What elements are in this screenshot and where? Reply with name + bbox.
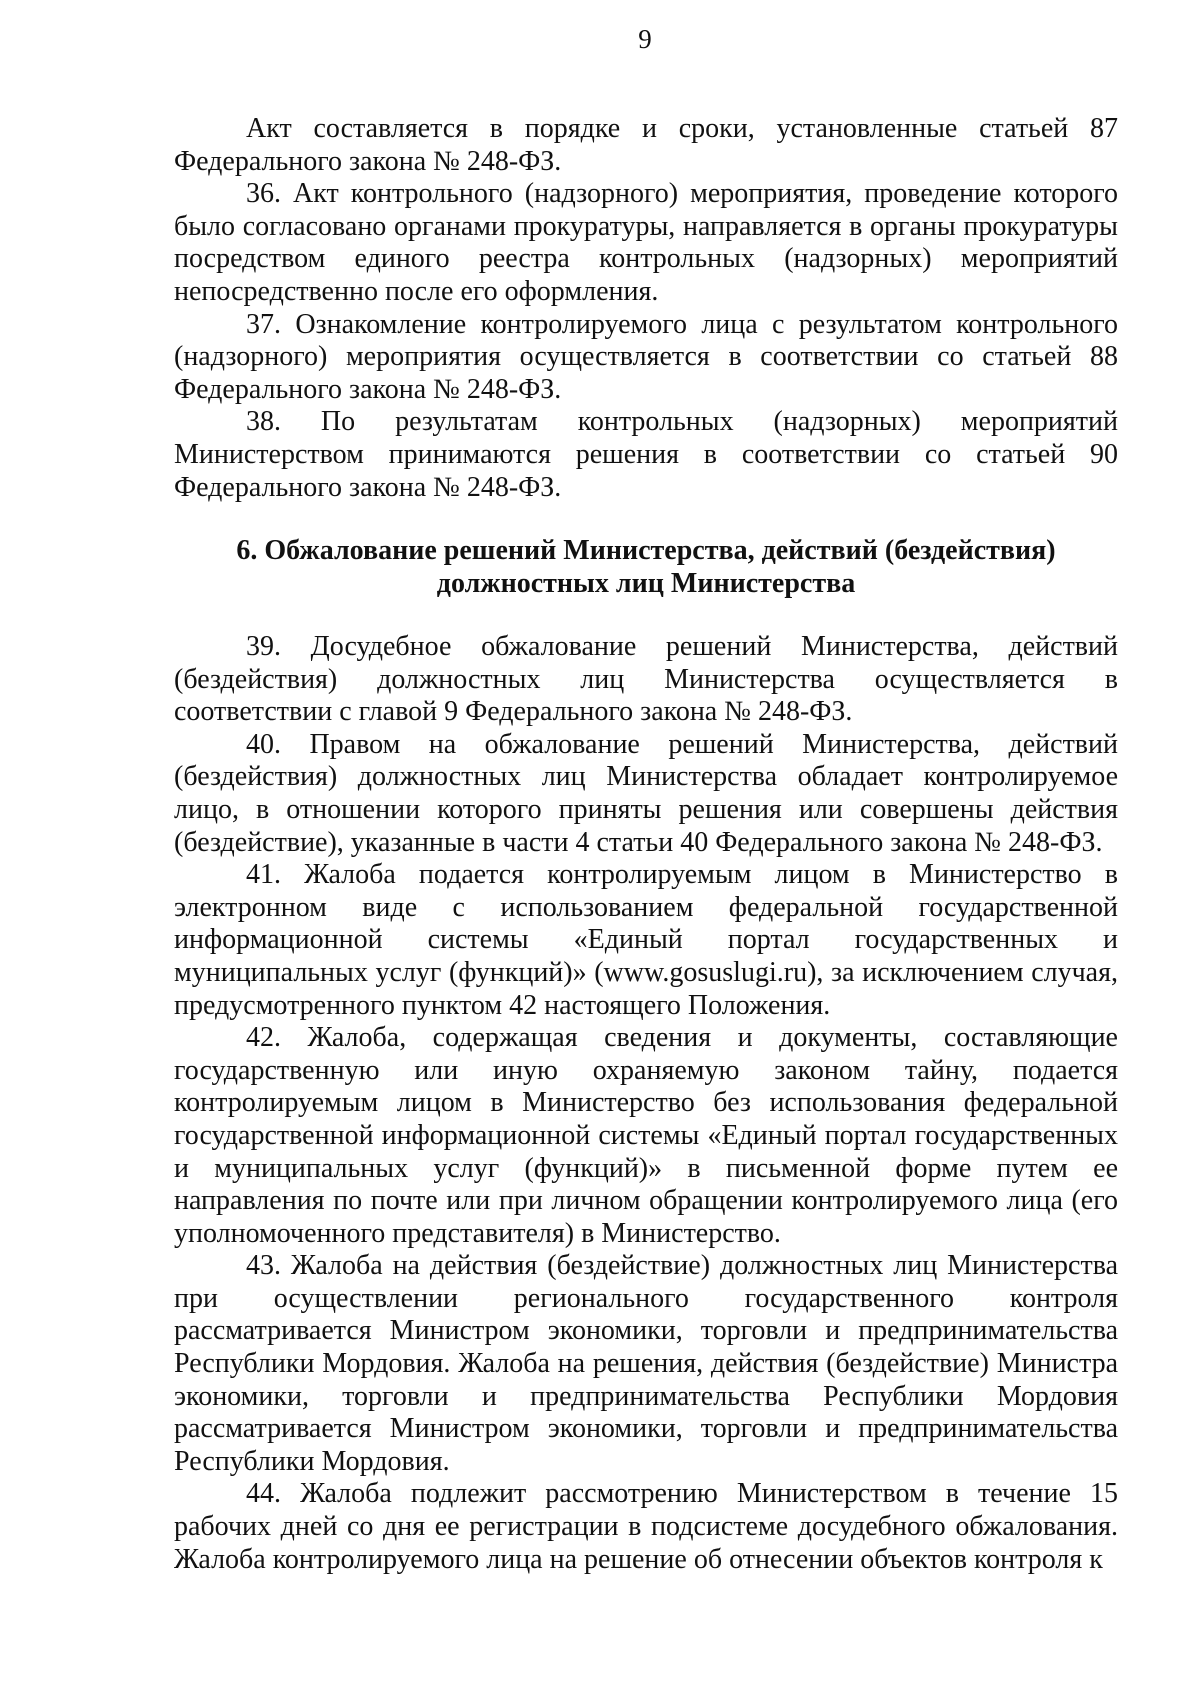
section-heading-line-1: 6. Обжалование решений Министерства, действий (бездействия) (236, 535, 1056, 566)
paragraph-40: 40. Правом на обжалование решений Министерства, действий (бездействия) должностных лиц Министерства обладает контролируемое лицо, в отношении которого приняты решения или совершены действия (бездействие), указанные в части 4 статьи 40 Федерального закона № 248-ФЗ. (174, 728, 1118, 858)
paragraph-37: 37. Ознакомление контролируемого лица с результатом контрольного (надзорного) мероприятия осуществляется в соответствии со статьей 88 Федерального закона № 248-ФЗ. (174, 308, 1118, 405)
section-6-heading (174, 535, 1118, 600)
paragraphs-bottom (174, 631, 1118, 1576)
paragraph-38: 38. По результатам контрольных (надзорных) мероприятий Министерством принимаются решения в соответствии со статьей 90 Федерального закона № 248-ФЗ. (174, 406, 1118, 503)
paragraph-36: 36. Акт контрольного (надзорного) мероприятия, проведение которого было согласовано органами прокуратуры, направляется в органы прокуратуры посредством единого реестра контрольных (надзорных) мероприятий непосредственно после его оформления. (174, 178, 1118, 307)
paragraph-act-deadlines: Акт составляется в порядке и сроки, установленные статьей 87 Федерального закона № 248-ФЗ. (174, 113, 1118, 177)
paragraphs-top (174, 113, 1118, 504)
section-heading-line-2: должностных лиц Министерства (436, 567, 856, 599)
page-number: 9 (638, 24, 652, 54)
paragraph-44: 44. Жалоба подлежит рассмотрению Министерством в течение 15 рабочих дней со дня ее регистрации в подсистеме досудебного обжалования. Жалоба контролируемого лица на решение об отнесении объектов контроля к (174, 1478, 1118, 1575)
paragraph-43: 43. Жалоба на действия (бездействие) должностных лиц Министерства при осуществлении регионального государственного контроля рассматривается Министром экономики, торговли и предпринимательства Республики Мордовия. Жалоба на решения, действия (бездействие) Министра экономики, торговли и предпринимательства Республики Мордовия рассматривается Министром экономики, торговли и предпринимательства Республики Мордовия. (174, 1250, 1118, 1477)
paragraph-39: 39. Досудебное обжалование решений Министерства, действий (бездействия) должностных лиц Министерства осуществляется в соответствии с главой 9 Федерального закона № 248-ФЗ. (174, 631, 1118, 728)
paragraph-41: 41. Жалоба подается контролируемым лицом в Министерство в электронном виде с использованием федеральной государственной информационной системы «Единый портал государственных и муниципальных услуг (функций)» (www.gosuslugi.ru), за исключением случая, предусмотренного пунктом 42 настоящего Положения. (174, 859, 1118, 1021)
paragraph-42: 42. Жалоба, содержащая сведения и документы, составляющие государственную или иную охраняемую законом тайну, подается контролируемым лицом в Министерство без использования федеральной государственной информационной системы «Единый портал государственных и муниципальных услуг (функций)» в письменной форме путем ее направления по почте или при личном обращении контролируемого лица (его уполномоченного представителя) в Министерство. (174, 1022, 1118, 1249)
